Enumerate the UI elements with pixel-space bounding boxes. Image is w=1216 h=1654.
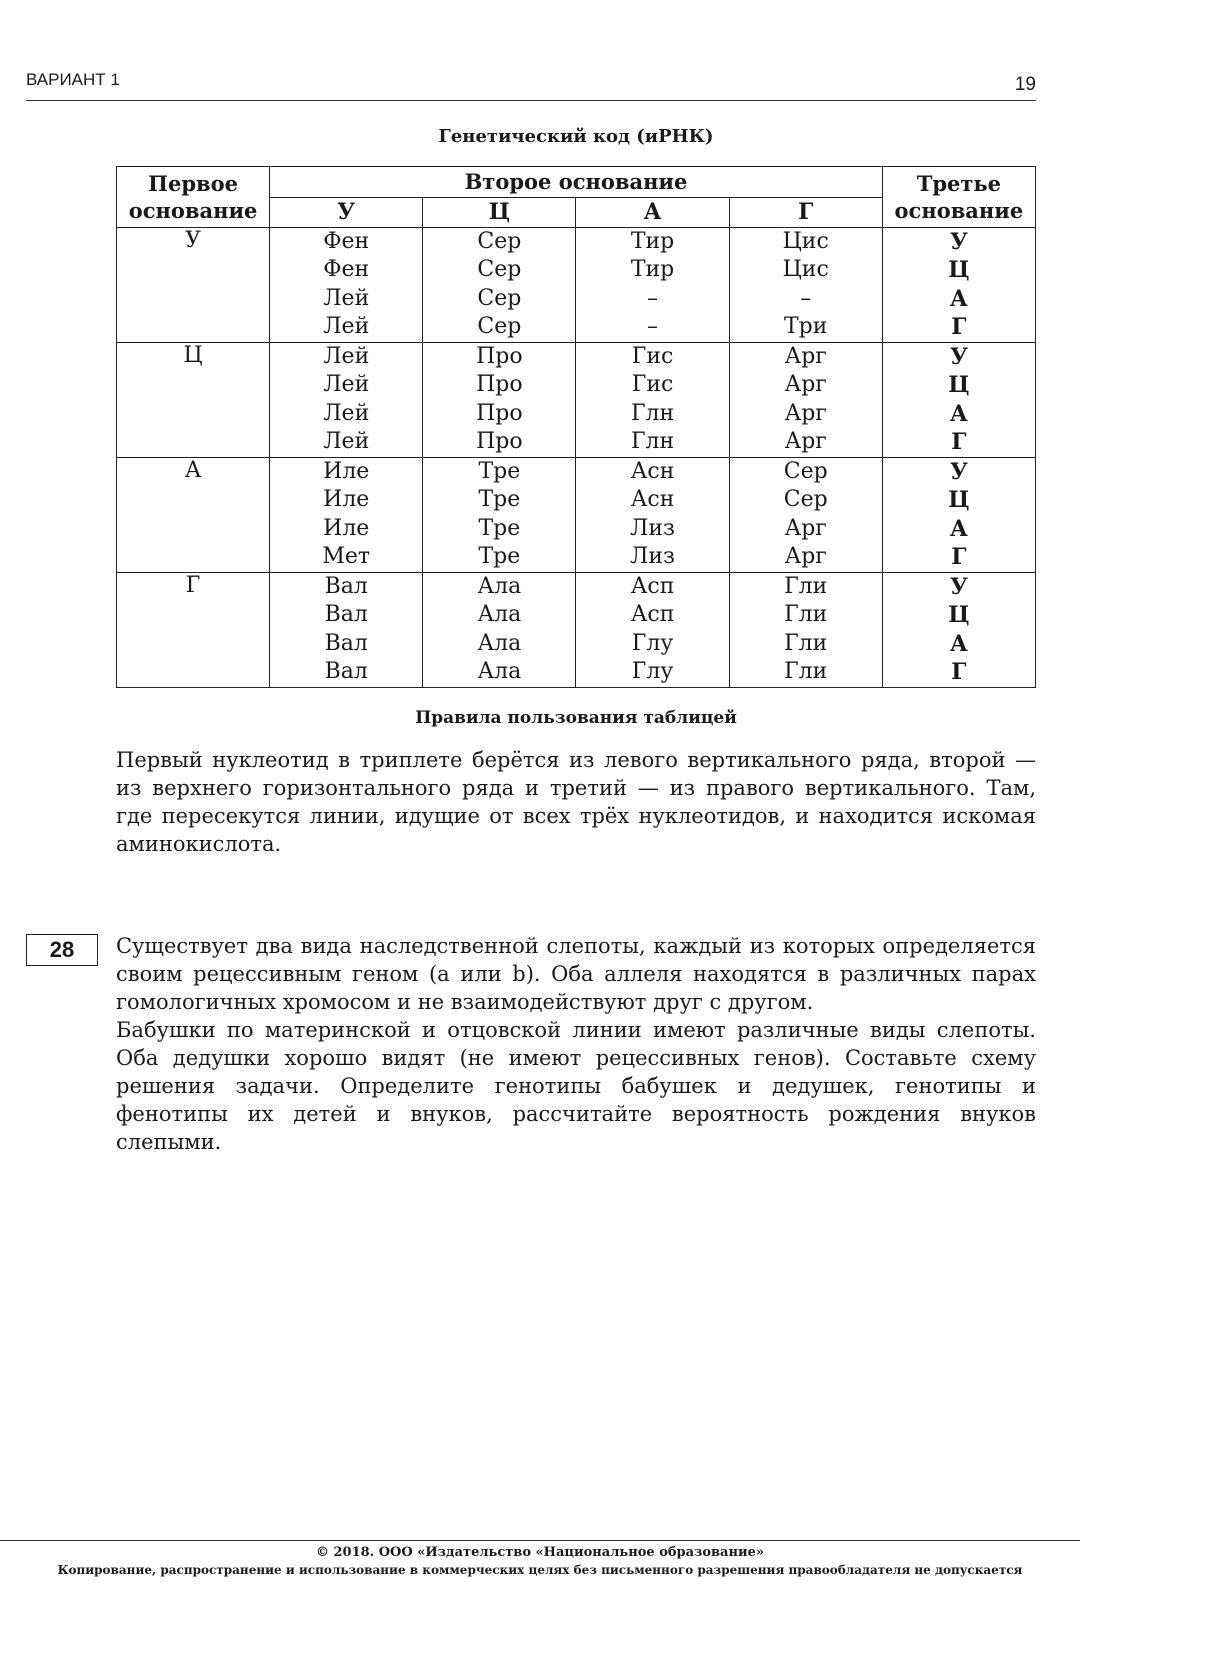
- amino-acid-cell: [270, 458, 423, 573]
- amino-acid: Глу: [631, 630, 674, 656]
- amino-acid: Фен: [323, 257, 370, 283]
- first-base-cell: Ц: [117, 343, 270, 458]
- amino-acid: Ала: [477, 630, 522, 656]
- genetic-code-table: [116, 166, 1036, 688]
- amino-acid: Цис: [782, 257, 829, 283]
- first-base-cell: А: [117, 458, 270, 573]
- amino-acid-cell: [423, 343, 576, 458]
- amino-acid: Арг: [784, 400, 827, 426]
- third-base: Г: [951, 314, 967, 341]
- amino-acid-cell: [576, 458, 729, 573]
- amino-acid: Про: [476, 344, 523, 369]
- page-header: [26, 68, 1036, 101]
- third-base: А: [949, 400, 968, 427]
- amino-acid: Сер: [477, 285, 522, 311]
- third-base: У: [949, 574, 968, 600]
- third-base: А: [949, 630, 968, 657]
- footer-divider: [0, 1540, 1080, 1541]
- amino-acid: –: [800, 285, 812, 311]
- amino-acid: –: [647, 314, 659, 340]
- third-base: У: [949, 229, 968, 255]
- amino-acid: Иле: [323, 487, 370, 513]
- amino-acid: –: [647, 285, 659, 311]
- second-base-u: У: [270, 197, 423, 228]
- third-base: Г: [951, 544, 967, 571]
- amino-acid-cell: [423, 458, 576, 573]
- task-text: [116, 932, 1036, 1156]
- amino-acid: Ала: [477, 659, 522, 685]
- amino-acid: Глу: [631, 659, 674, 685]
- amino-acid: Арг: [784, 544, 827, 570]
- amino-acid: Мет: [322, 544, 371, 570]
- second-base-a: А: [576, 197, 729, 228]
- amino-acid: Сер: [477, 229, 522, 254]
- amino-acid: Гис: [631, 372, 674, 398]
- amino-acid: Тир: [630, 257, 675, 283]
- variant-label: ВАРИАНТ 1: [26, 70, 120, 89]
- third-base-cell: [882, 343, 1035, 458]
- amino-acid: Тре: [478, 459, 521, 484]
- rules-paragraph: Первый нуклеотид в триплете берётся из левого вертикального ряда, второй — из верхнего горизонтального ряда и третий — из правого вертикального. Там, где пересекутся линии, идущие от всех трёх нуклеотидов, и находится искомая аминокислота.: [116, 748, 1036, 856]
- amino-acid: Асн: [630, 459, 675, 484]
- amino-acid-cell: [423, 573, 576, 688]
- amino-acid: Лей: [323, 429, 370, 455]
- third-base: Г: [951, 429, 967, 456]
- second-base-g: Г: [729, 197, 882, 228]
- amino-acid: Сер: [783, 487, 828, 513]
- amino-acid: Вал: [324, 602, 368, 628]
- amino-acid: Лиз: [630, 544, 676, 570]
- amino-acid-cell: [270, 228, 423, 343]
- amino-acid: Лей: [323, 314, 370, 340]
- amino-acid: Арг: [784, 515, 827, 541]
- third-base: У: [949, 344, 968, 370]
- third-base-cell: [882, 573, 1035, 688]
- rules-title: Правила пользования таблицей: [415, 708, 737, 728]
- third-base: Г: [951, 659, 967, 686]
- amino-acid: Глн: [630, 429, 675, 455]
- second-base-header: Второе основание: [270, 167, 883, 198]
- amino-acid: Про: [476, 429, 523, 455]
- amino-acid: Арг: [784, 429, 827, 455]
- amino-acid: Тре: [478, 544, 521, 570]
- amino-acid: Лиз: [630, 515, 676, 541]
- table-title: Генетический код (иРНК): [438, 126, 714, 147]
- amino-acid: Гли: [784, 574, 828, 599]
- amino-acid-cell: [729, 228, 882, 343]
- first-base-cell: У: [117, 228, 270, 343]
- footer-copyright: © 2018. ООО «Издательство «Национальное образование»: [315, 1545, 765, 1560]
- third-base-cell: [882, 458, 1035, 573]
- rules-text: [116, 746, 1036, 858]
- amino-acid: Тир: [630, 229, 675, 254]
- task-number-box: 28: [26, 934, 98, 966]
- amino-acid: Про: [476, 372, 523, 398]
- amino-acid: Лей: [323, 285, 370, 311]
- third-base-header: Третье основание: [882, 167, 1035, 228]
- amino-acid: Гис: [631, 344, 674, 369]
- amino-acid: Гли: [784, 630, 828, 656]
- amino-acid: Асн: [630, 487, 675, 513]
- third-base: Ц: [948, 372, 970, 399]
- table-row: [117, 458, 1036, 573]
- amino-acid: Глн: [630, 400, 675, 426]
- second-base-c: Ц: [423, 197, 576, 228]
- table-row: [117, 343, 1036, 458]
- amino-acid: Арг: [784, 372, 827, 398]
- amino-acid: Асп: [630, 574, 675, 599]
- third-base: Ц: [948, 487, 970, 514]
- amino-acid: Ала: [477, 574, 522, 599]
- third-base: А: [949, 285, 968, 312]
- amino-acid-cell: [423, 228, 576, 343]
- amino-acid: Иле: [323, 515, 370, 541]
- amino-acid-cell: [576, 228, 729, 343]
- amino-acid: Сер: [783, 459, 828, 484]
- third-base: Ц: [948, 602, 970, 629]
- amino-acid: Лей: [323, 400, 370, 426]
- amino-acid-cell: [576, 573, 729, 688]
- amino-acid: Лей: [323, 344, 370, 369]
- amino-acid: Вал: [324, 659, 368, 685]
- page-number: 19: [1014, 74, 1036, 95]
- third-base-cell: [882, 228, 1035, 343]
- third-base: Ц: [948, 257, 970, 284]
- amino-acid: Вал: [324, 574, 368, 599]
- amino-acid: Про: [476, 400, 523, 426]
- amino-acid: Сер: [477, 257, 522, 283]
- first-base-cell: Г: [117, 573, 270, 688]
- table-body: [117, 228, 1036, 688]
- third-base: А: [949, 515, 968, 542]
- amino-acid: Три: [783, 314, 828, 340]
- third-base: У: [949, 459, 968, 485]
- footer-rights: Копирование, распространение и использование в коммерческих целях без письменного разрешения правообладателя не допускается: [57, 1563, 1023, 1577]
- table-row: [117, 228, 1036, 343]
- amino-acid-cell: [729, 458, 882, 573]
- amino-acid: Цис: [782, 229, 829, 254]
- amino-acid: Тре: [478, 487, 521, 513]
- task-paragraph-2: Бабушки по материнской и отцовской линии имеют различные виды слепоты. Оба дедушки хорошо видят (не имеют рецессивных генов). Составьте схему решения задачи. Определите генотипы бабушек и дедушек, генотипы и фенотипы их детей и внуков, рассчитайте вероятность рождения внуков слепыми.: [116, 1018, 1036, 1154]
- amino-acid: Асп: [630, 602, 675, 628]
- amino-acid: Тре: [478, 515, 521, 541]
- amino-acid: Лей: [323, 372, 370, 398]
- amino-acid: Вал: [324, 630, 368, 656]
- amino-acid-cell: [270, 343, 423, 458]
- task-paragraph-1: Существует два вида наследственной слепоты, каждый из которых определяется своим рецессивным геном (а или b). Оба аллеля находятся в различных парах гомологичных хромосом и не взаимодействуют друг с другом.: [116, 934, 1036, 1014]
- amino-acid: Сер: [477, 314, 522, 340]
- amino-acid-cell: [729, 343, 882, 458]
- amino-acid: Иле: [323, 459, 370, 484]
- table-row: [117, 573, 1036, 688]
- amino-acid: Фен: [323, 229, 370, 254]
- amino-acid: Гли: [784, 659, 828, 685]
- amino-acid-cell: [270, 573, 423, 688]
- amino-acid: Гли: [784, 602, 828, 628]
- amino-acid-cell: [576, 343, 729, 458]
- first-base-header: Первое основание: [117, 167, 270, 228]
- amino-acid-cell: [729, 573, 882, 688]
- amino-acid: Ала: [477, 602, 522, 628]
- amino-acid: Арг: [784, 344, 827, 369]
